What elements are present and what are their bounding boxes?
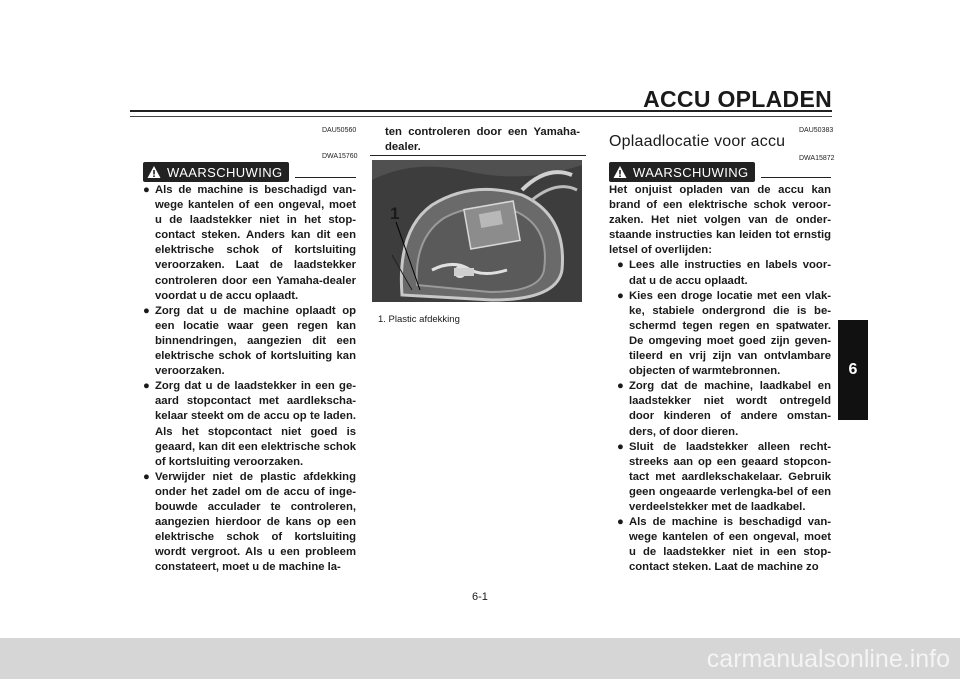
warning-label: WAARSCHUWING bbox=[633, 164, 749, 180]
list-item: ● Lees alle instructies en labels voor-dat u de accu oplaadt. bbox=[617, 259, 831, 287]
list-item: ● Als de machine is beschadigd van-wege kantelen of een ongeval, moet u de laadstekker niet in een stop-contact steken. Laat de machine zo bbox=[617, 516, 831, 574]
list-item: ● Zorg dat de machine, laadkabel en laadstekker niet wordt ontregeld door kinderen of andere omstan-ders, of door dieren. bbox=[617, 380, 831, 438]
callout-leader bbox=[394, 222, 424, 292]
callout-number: 1 bbox=[390, 204, 400, 223]
list-item: ● Kies een droge locatie met een vlak-ke, stabiele ondergrond die is be-schermd tegen regen en spatwater. De omgeving moet goed zijn geven-tileerd en vrij zijn van ontvlambare objecten of warmtebronnen. bbox=[617, 289, 831, 378]
page-title: ACCU OPLADEN bbox=[643, 86, 832, 112]
doc-code: DAU50560 bbox=[322, 127, 357, 134]
warning-rule bbox=[761, 177, 831, 178]
right-column-text bbox=[609, 183, 831, 575]
warning-icon bbox=[147, 165, 161, 179]
list-item: ● Als de machine is beschadigd van-wege kantelen of een ongeval, moet u de laadstekker niet in het stop-contact steken. Anders kan dit een elektrische schok of kortsluiting veroorzaken. Laat de laadstekker controleren door een Yamaha-dealer voordat u de accu oplaadt. bbox=[143, 184, 356, 302]
figure-rule bbox=[370, 155, 586, 156]
warning-rule bbox=[295, 177, 356, 178]
warning-header bbox=[609, 162, 831, 182]
doc-code: DAU50383 bbox=[799, 127, 834, 134]
list-item: ● Verwijder niet de plastic afdekking onder het zadel om de accu of inge-bouwde acculader te controleren, aangezien hierdoor de kans op een elektrische schok of kortsluiting wordt vergroot. Als u een probleem constateert, moet u de machine la- bbox=[143, 470, 356, 574]
warning-label: WAARSCHUWING bbox=[167, 164, 283, 180]
chapter-tab[interactable]: 6 bbox=[838, 320, 868, 420]
watermark-text[interactable]: carmanualsonline.info bbox=[706, 645, 950, 673]
header-rule-thin bbox=[130, 116, 832, 117]
warning-badge bbox=[609, 162, 755, 182]
page-number: 6-1 bbox=[472, 591, 488, 603]
left-column-text bbox=[143, 183, 356, 575]
warning-badge bbox=[143, 162, 289, 182]
warning-intro: Het onjuist opladen van de accu kan brand of een elektrische schok veroor-zaken. Het niet volgen van de onder-staande instructies kan leiden tot ernstig letsel of overlijden: bbox=[609, 184, 831, 257]
warning-header bbox=[143, 162, 356, 182]
list-item: ● Sluit de laadstekker alleen recht-streeks aan op een geaard stopcon-tact met aardlekschakelaar. Gebruik geen ongeaarde verlengka-bel of een verdeelstekker met de laadkabel. bbox=[617, 440, 831, 513]
warning-code: DWA15872 bbox=[799, 155, 835, 162]
list-item: ● Zorg dat u de laadstekker in een ge-aard stopcontact met aardlekscha-kelaar steekt om de accu op te laden. Als het stopcontact niet goed is geaard, kan dit een elektrische schok of kortsluiting veroorzaken. bbox=[143, 380, 356, 468]
figure-caption: 1. Plastic afdekking bbox=[378, 314, 460, 325]
section-title: Oplaadlocatie voor accu bbox=[609, 133, 786, 150]
header-rule bbox=[130, 110, 832, 112]
warning-icon bbox=[613, 165, 627, 179]
warning-code: DWA15760 bbox=[322, 153, 358, 160]
middle-continuation: ten controleren door een Yamaha-dealer. bbox=[385, 126, 580, 154]
list-item: ● Zorg dat u de machine oplaadt op een locatie waar geen regen kan binnendringen, aangezien dit een elektrische schok of kortsluiting kan veroorzaken. bbox=[143, 304, 356, 378]
